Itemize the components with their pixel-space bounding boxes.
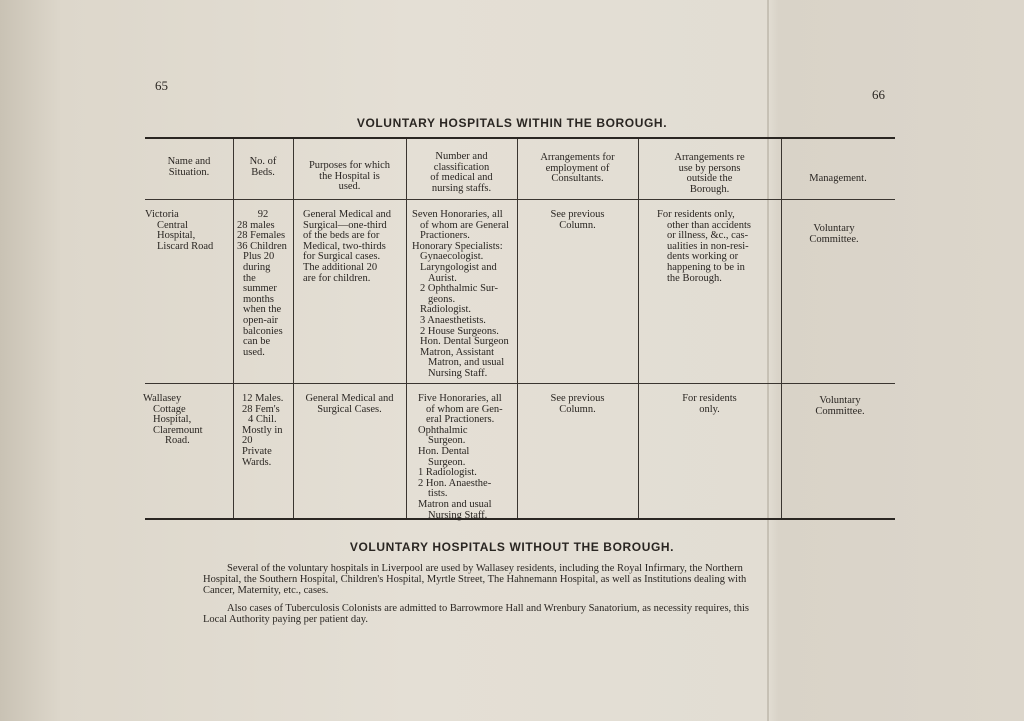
row2-purposes: General Medical and Surgical Cases. (305, 393, 394, 415)
column-divider (406, 139, 407, 518)
header-name: Name and Situation. (167, 156, 211, 178)
row1-name: Victoria Central Hospital, Liscard Road (145, 209, 214, 252)
left-page-number: 65 (155, 78, 168, 93)
row2-name: Wallasey Cottage Hospital, Claremount Road. (143, 393, 203, 447)
header-beds: No. of Beds. (249, 156, 277, 178)
row1-purposes: General Medical and Surgical—one-third of the beds are for Medical, two-thirds for Surgical cases. The additional 20 are for children. (303, 209, 392, 284)
paragraph-liverpool-hospitals: Several of the voluntary hospitals in Liverpool are used by Wallasey residents, including the Royal Infirmary, the Northern Hospital, the Southern Hospital, Children's Hospital, Myrtle Street, The Hahnemann Hospital, as well as Institutions dealing with Cancer, Maternity, etc., cases. (203, 563, 747, 596)
title-within-borough: VOLUNTARY HOSPITALS WITHIN THE BOROUGH. (356, 116, 668, 130)
row1-beds: 92 28 males 28 Females 36 Children Plus 20 during the summer months when the open-air balconies can be used. (237, 209, 287, 358)
row1-outside-borough: For residents only, other than accidents or illness, &c., cas- ualities in non-resi- dents working or happening to be in the Borough. (657, 209, 751, 284)
table-top-rule (145, 137, 895, 139)
column-divider (233, 139, 234, 518)
header-outside-borough: Arrangements re use by persons outside the Borough. (674, 152, 745, 195)
paragraph-tuberculosis: Also cases of Tuberculosis Colonists are admitted to Barrowmore Hall and Wrenbury Sanatorium, as necessity requires, this Local Authority paying per patient day. (203, 603, 749, 625)
row2-beds: 12 Males. 28 Fem's 4 Chil. Mostly in 20 Private Wards. (242, 393, 284, 468)
header-consultants: Arrangements for employment of Consultants. (540, 152, 615, 185)
row-divider (145, 383, 895, 384)
table-bottom-rule (145, 518, 895, 520)
row2-staff: Five Honoraries, all of whom are Gen- eral Practioners. Ophthalmic Surgeon. Hon. Dental Surgeon. 1 Radiologist. 2 Hon. Anaesthe- tists. Matron and usual Nursing Staff. (418, 393, 503, 521)
column-divider (638, 139, 639, 518)
row2-outside-borough: For residents only. (682, 393, 737, 415)
header-management: Management. (809, 173, 867, 184)
header-staff: Number and classification of medical and nursing staffs. (430, 151, 493, 194)
column-divider (781, 139, 782, 518)
right-page-number: 66 (872, 87, 885, 102)
header-divider (145, 199, 895, 200)
row1-consultants: See previous Column. (550, 209, 605, 231)
row2-management: Voluntary Committee. (815, 395, 865, 417)
header-purposes: Purposes for which the Hospital is used. (308, 160, 391, 193)
title-without-borough: VOLUNTARY HOSPITALS WITHOUT THE BOROUGH. (349, 540, 675, 554)
column-divider (517, 139, 518, 518)
row2-consultants: See previous Column. (550, 393, 605, 415)
row1-staff: Seven Honoraries, all of whom are General Practioners. Honorary Specialists: Gynaecologist. Laryngologist and Aurist. 2 Ophthalmic Sur- geons. Radiologist. 3 Anaesthetists. 2 House Surgeons. Hon. Dental Surgeon Matron, Assistant Matron, and usual Nursing Staff. (412, 209, 509, 379)
row1-management: Voluntary Committee. (809, 223, 859, 245)
